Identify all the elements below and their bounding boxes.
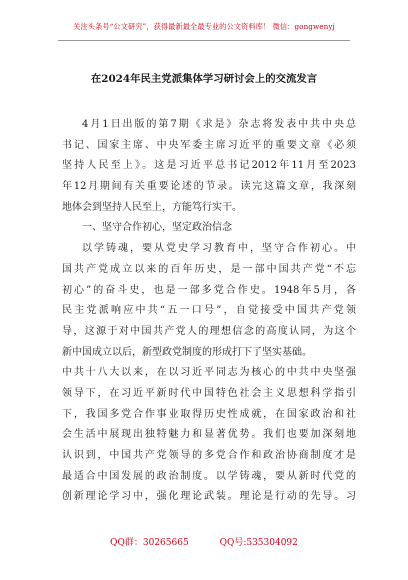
- footer-qq-group: QQ群：30265665: [110, 538, 189, 548]
- body-line: 一、坚守合作初心，坚定政治信念: [82, 222, 232, 234]
- body-line: 坚持人民至上》。这是习近平总书记2012年11月至2023: [62, 160, 356, 172]
- header-divider: [58, 40, 350, 41]
- body-line: 导，这源于对中国共产党人的理想信念的高度认同，为这个: [62, 325, 356, 337]
- body-line: 民主党派响应中共“五一口号”，自觉接受中国共产党领: [62, 305, 356, 317]
- body-line: 新中国成立以后，新型政党制度的形成打下了坚实基础。: [62, 346, 312, 358]
- body-line: 创新理论学习中，强化理论武装。理论是行动的先导。习: [62, 491, 356, 503]
- document-title: 在2024年民主党派集体学习研讨会上的交流发言: [90, 73, 318, 85]
- footer-qq-number: QQ号:535304092: [219, 538, 298, 548]
- body-line: 国共产党成立以来的百年历史，是一部中国共产党“不忘: [62, 263, 356, 275]
- body-line: 认识到，中国共产党领导的多党合作和政治协商制度才是: [62, 450, 356, 461]
- document-body: [62, 115, 356, 508]
- body-line: 书记、国家主席、中央军委主席习近平的重要文章《必须: [62, 139, 356, 151]
- body-line: 最适合中国发展的政治制度。以学铸魂，要从新时代党的: [62, 470, 356, 482]
- body-line: 下，我国多党合作事业取得历史性成就，在国家政治和社: [62, 408, 356, 420]
- header-promo-note: 关注头条号“公文研究”，获得最新最全最专业的公文资料库！ 微信：gongwenyj: [73, 22, 335, 31]
- body-line: 中共十八大以来，在以习近平同志为核心的中共中央坚强: [62, 367, 356, 379]
- footer-contact: [0, 535, 408, 548]
- body-line: 初心”的奋斗史，也是一部多党合作史。1948年5月，各: [62, 284, 356, 296]
- body-line: 会生活中展现出独特魅力和显著优势。我们也要加深刻地: [62, 429, 356, 441]
- body-line: 4月1日出版的第7期《求是》杂志将发表中共中央总: [82, 119, 356, 130]
- body-line: 地体会到坚持人民至上，方能笃行实干。: [62, 201, 242, 213]
- body-line: 领导下，在习近平新时代中国特色社会主义思想科学指引: [62, 387, 356, 399]
- body-line: 年12月期间有关重要论述的节录。读完这篇文章，我深刻: [62, 181, 356, 193]
- body-line: 以学铸魂，要从党史学习教育中，坚守合作初心。中: [82, 243, 356, 255]
